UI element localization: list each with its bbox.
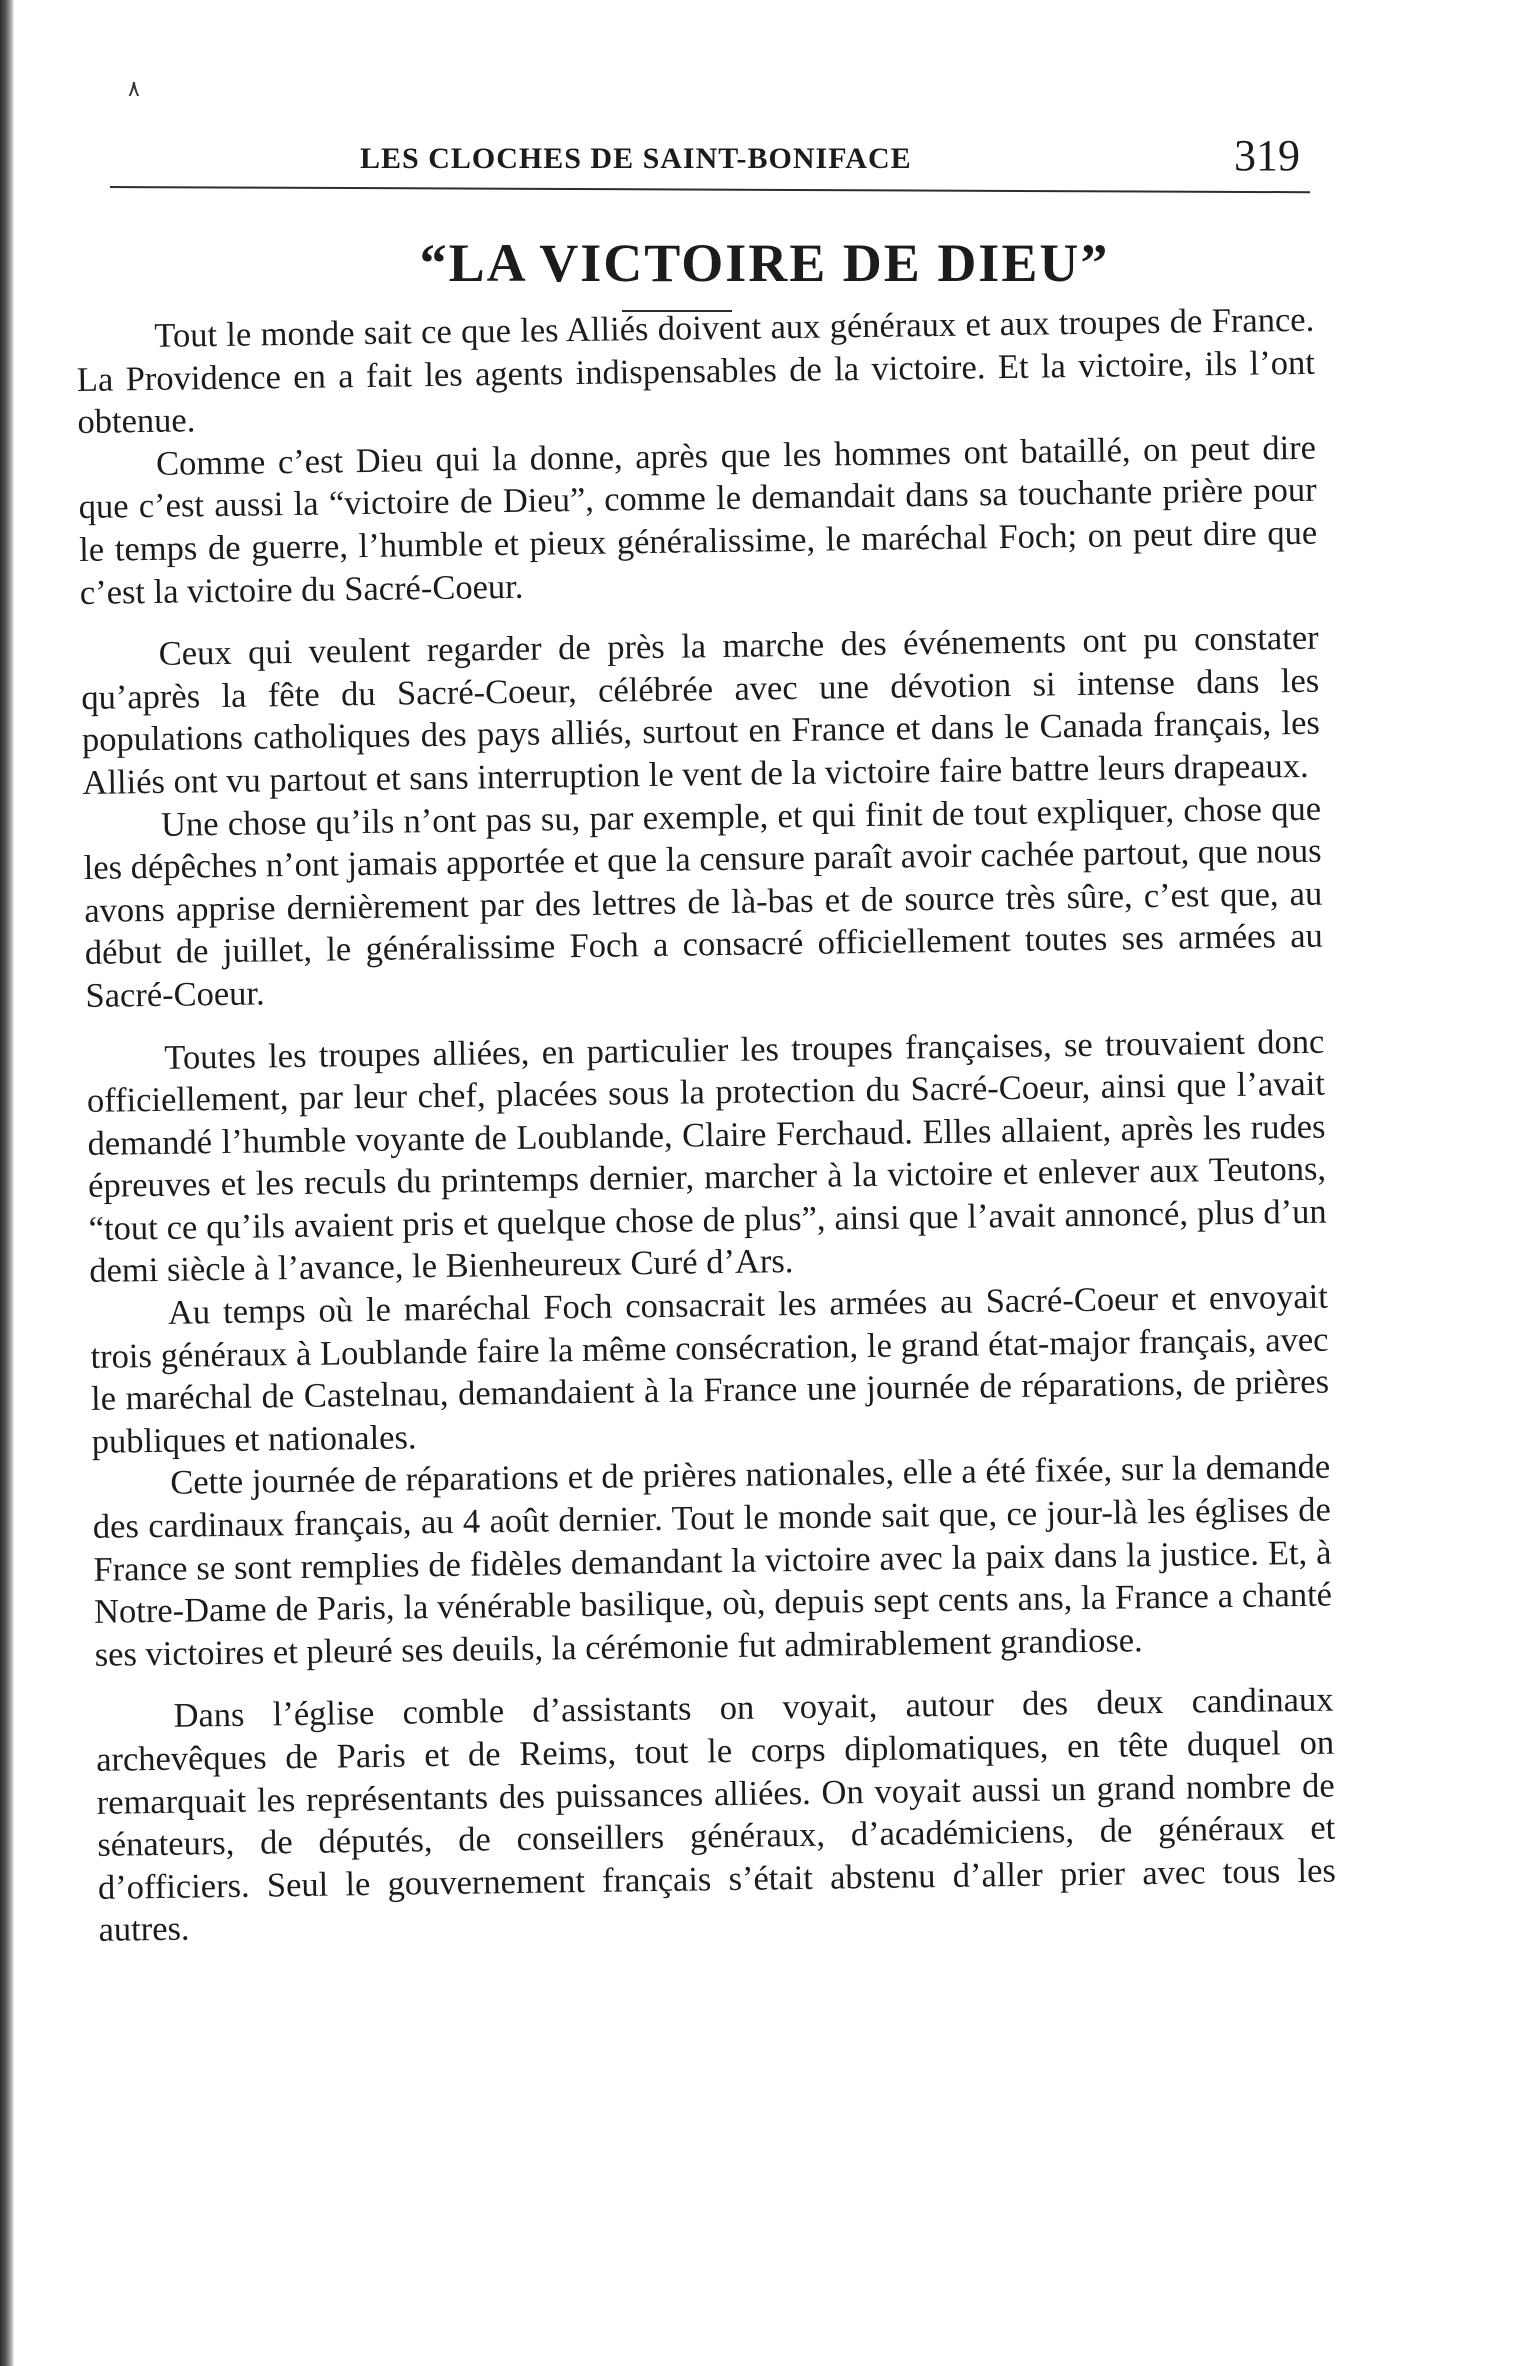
paragraph: Dans l’église comble d’assistants on voyait, autour des deux candinaux archevêques de Paris et de Reims, tout le corps diplomatiques, en tête duquel on remarquait les représentants des puissances alliées. On voyait aussi un grand nombre de sénateurs, de députés, de conseillers généraux, d’académiciens, de généraux et d’officiers. Seul le gouvernement français s’était abstenu d’aller prier avec tous les autres. [95, 1680, 1337, 1950]
paragraph: Au temps où le maréchal Foch consacrait les armées au Sacré-Coeur et envoyait trois généraux à Loublande faire la même consécration, le grand état-major français, avec le maréchal de Castelnau, demandaient à la France une journée de réparations, de prières publiques et nationales. [90, 1277, 1330, 1461]
paragraph: Tout le monde sait ce que les Alliés doivent aux généraux et aux troupes de France. La Providence en a fait les agents indispensables de la victoire. Et la victoire, ils l’ont obtenue. [76, 300, 1316, 442]
body-text [76, 299, 1337, 1952]
paragraph: Cette journée de réparations et de prières nationales, elle a été fixée, sur la demande des cardinaux français, au 4 août dernier. Tout le monde sait que, ce jour-là les églises de France se sont remplies de fidèles demandant la victoire avec la paix dans la justice. Et, à Notre-Dame de Paris, la vénérable basilique, où, depuis sept cents ans, la France a chanté ses victoires et pleuré ses deuils, la cérémonie fut admirablement grandiose. [92, 1448, 1333, 1674]
running-head: LES CLOCHES DE SAINT-BONIFACE [360, 142, 912, 175]
header-rule [110, 186, 1310, 193]
paragraph: Une chose qu’ils n’ont pas su, par exemple, et qui finit de tout expliquer, chose que les dépêches n’ont jamais apportée et que la censure paraît avoir cachée partout, que nous avons apprise dernièrement par des lettres de là-bas et de source très sûre, c’est que, au début de juillet, le généralissime Foch a consacré officiellement toutes ses armées au Sacré-Coeur. [83, 789, 1324, 1015]
chapter-title: “LA VICTOIRE DE DIEU” [419, 233, 1110, 293]
paragraph: Toutes les troupes alliées, en particulier les troupes françaises, se trouvaient donc officiellement, par leur chef, placées sous la protection du Sacré-Coeur, ainsi que l’avait demandé l’humble voyante de Loublande, Claire Ferchaud. Elles allaient, après les rudes épreuves et les reculs du printemps dernier, marcher à la victoire et enlever aux Teutons, “tout ce qu’ils avaient pris et quelque chose de plus”, ainsi que l’avait annoncé, plus d’un demi siècle à l’avance, le Bienheureux Curé d’Ars. [86, 1022, 1327, 1291]
book-binding-edge [0, 0, 14, 2366]
page-number: 319 [1234, 131, 1300, 180]
paragraph: Ceux qui veulent regarder de près la marche des événements ont pu constater qu’après la fête du Sacré-Coeur, célébrée avec une dévotion si intense dans les populations catholiques des pays alliés, surtout en France et dans le Canada français, les Alliés ont vu partout et sans interruption le vent de la victoire faire battre leurs drapeaux. [81, 618, 1321, 802]
paragraph: Comme c’est Dieu qui la donne, après que les hommes ont bataillé, on peut dire que c’est aussi la “victoire de Dieu”, comme le demandait dans sa touchante prière pour le temps de guerre, l’humble et pieux généralissime, le maréchal Foch; on peut dire que c’est la victoire du Sacré-Coeur. [78, 428, 1318, 612]
printer-mark: ٨ [128, 76, 140, 101]
